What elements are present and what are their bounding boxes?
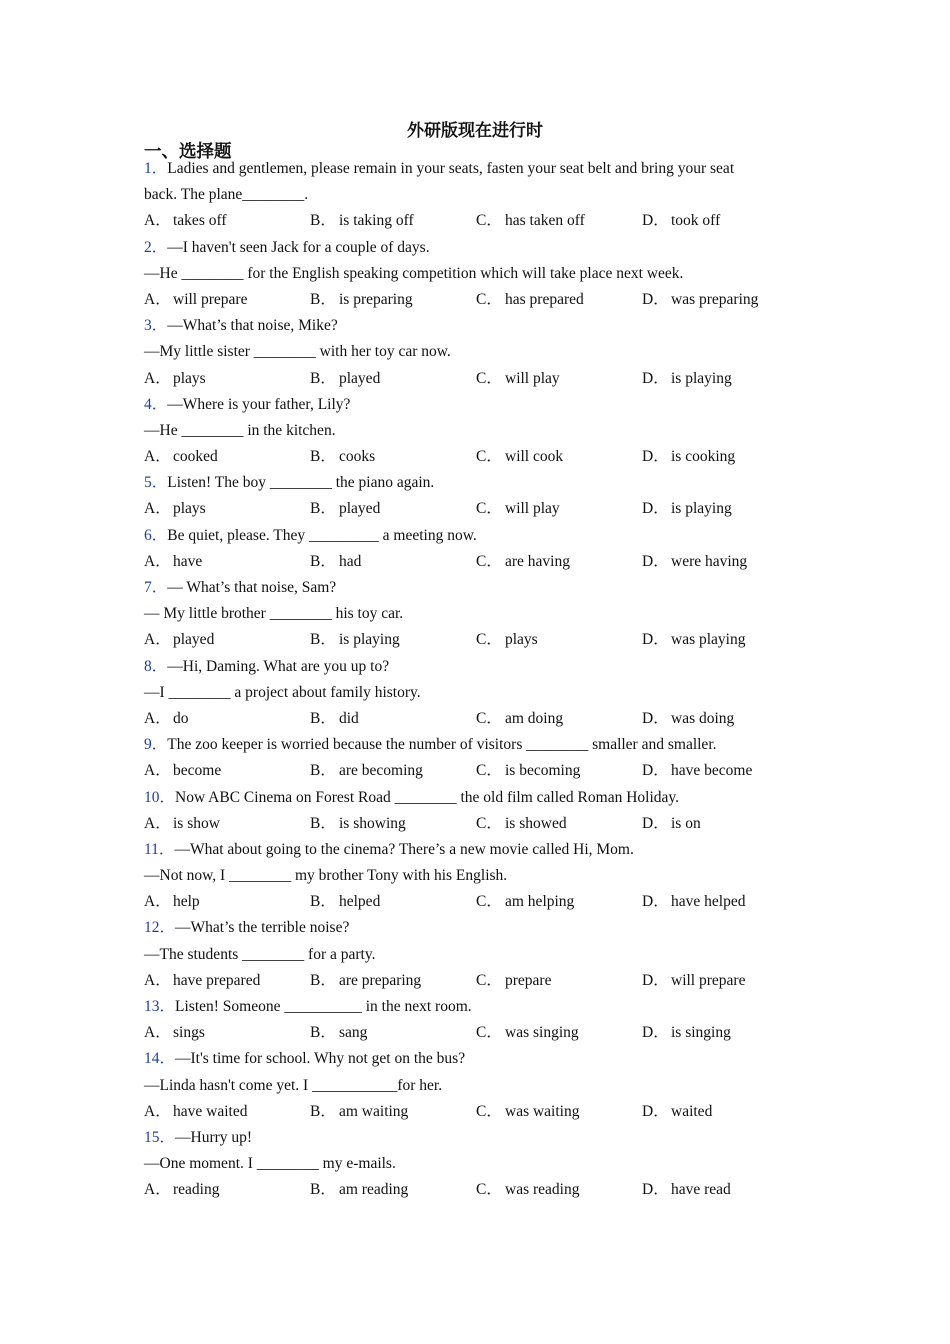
question-stem-line bbox=[144, 915, 794, 941]
question-stem-text: Now ABC Cinema on Forest Road ________ the old film called Roman Holiday. bbox=[175, 788, 680, 806]
question-number: 4． bbox=[144, 395, 168, 413]
option-letter: D． bbox=[642, 290, 669, 308]
option-letter: A． bbox=[144, 762, 171, 780]
question-stem-text: The zoo keeper is worried because the number of visitors ________ smaller and smaller. bbox=[167, 736, 717, 754]
question-stem-text: —Hurry up! bbox=[175, 1128, 253, 1146]
option-letter: B． bbox=[310, 552, 336, 570]
option bbox=[144, 968, 310, 994]
option bbox=[144, 496, 310, 522]
option-text: am waiting bbox=[339, 1102, 409, 1120]
question bbox=[144, 994, 794, 1046]
question-stem-line bbox=[144, 863, 794, 889]
option-text: prepare bbox=[505, 971, 552, 989]
option-text: did bbox=[339, 709, 359, 727]
option bbox=[476, 549, 642, 575]
option-text: are becoming bbox=[339, 762, 423, 780]
option bbox=[476, 287, 642, 313]
option bbox=[642, 208, 808, 234]
option-text: will play bbox=[505, 500, 560, 518]
option-letter: B． bbox=[310, 369, 336, 387]
option bbox=[310, 287, 476, 313]
option-text: sings bbox=[173, 1024, 205, 1042]
question-number: 12． bbox=[144, 919, 176, 937]
question-stem-line bbox=[144, 1151, 794, 1177]
option bbox=[310, 968, 476, 994]
option-letter: C． bbox=[476, 1024, 502, 1042]
question-stem-line bbox=[144, 523, 794, 549]
option-text: is preparing bbox=[339, 290, 413, 308]
question-stem-text: —What’s the terrible noise? bbox=[175, 919, 350, 937]
question-number: 14． bbox=[144, 1050, 176, 1068]
option-text: were having bbox=[671, 552, 748, 570]
question-stem-line bbox=[144, 235, 794, 261]
option-text: plays bbox=[173, 369, 206, 387]
question bbox=[144, 915, 794, 994]
option-text: will play bbox=[505, 369, 560, 387]
option-letter: B． bbox=[310, 1102, 336, 1120]
option-letter: B． bbox=[310, 1181, 336, 1199]
question bbox=[144, 785, 794, 837]
question-stem-line bbox=[144, 942, 794, 968]
option bbox=[310, 549, 476, 575]
option-letter: D． bbox=[642, 1024, 669, 1042]
option bbox=[144, 287, 310, 313]
option-row bbox=[144, 496, 794, 522]
question-stem-text: —My little sister ________ with her toy car now. bbox=[144, 343, 451, 361]
question-stem-line bbox=[144, 156, 794, 182]
option-row bbox=[144, 1020, 794, 1046]
question-stem-text: —What’s that noise, Mike? bbox=[167, 317, 338, 335]
option-letter: B． bbox=[310, 500, 336, 518]
option-row bbox=[144, 627, 794, 653]
option-text: is showing bbox=[339, 814, 406, 832]
option bbox=[476, 366, 642, 392]
question-number: 8． bbox=[144, 657, 168, 675]
option-row bbox=[144, 208, 794, 234]
option-text: played bbox=[339, 500, 381, 518]
option-letter: B． bbox=[310, 971, 336, 989]
question bbox=[144, 523, 794, 575]
option-text: cooks bbox=[339, 448, 376, 466]
option-letter: D． bbox=[642, 552, 669, 570]
option bbox=[144, 627, 310, 653]
option-text: is showed bbox=[505, 814, 567, 832]
option-letter: C． bbox=[476, 1102, 502, 1120]
option-letter: C． bbox=[476, 212, 502, 230]
question-number: 13． bbox=[144, 998, 176, 1015]
option-letter: A． bbox=[144, 500, 171, 518]
option bbox=[642, 444, 808, 470]
question-stem-text: —Not now, I ________ my brother Tony with his English. bbox=[144, 867, 508, 885]
option-row bbox=[144, 366, 794, 392]
question bbox=[144, 837, 794, 916]
option-text: am reading bbox=[339, 1181, 409, 1199]
option-text: has prepared bbox=[505, 290, 584, 308]
question-stem-text: Listen! The boy ________ the piano again. bbox=[167, 474, 435, 492]
option-letter: B． bbox=[310, 893, 336, 911]
option-letter: C． bbox=[476, 971, 502, 989]
option-row bbox=[144, 444, 794, 470]
question-stem-line bbox=[144, 575, 794, 601]
option bbox=[476, 444, 642, 470]
option-row bbox=[144, 1099, 794, 1125]
question-stem-text: —Linda hasn't come yet. I ___________for her. bbox=[144, 1076, 443, 1094]
question-stem-line bbox=[144, 313, 794, 339]
option bbox=[642, 287, 808, 313]
option-letter: D． bbox=[642, 893, 669, 911]
option-letter: A． bbox=[144, 1024, 171, 1042]
option bbox=[476, 758, 642, 784]
question-number: 11． bbox=[144, 840, 175, 858]
option bbox=[642, 1099, 808, 1125]
question-stem-text: —He ________ in the kitchen. bbox=[144, 421, 336, 439]
question-stem-text: back. The plane________. bbox=[144, 186, 309, 204]
option bbox=[310, 1099, 476, 1125]
option-letter: A． bbox=[144, 814, 171, 832]
question-stem-line bbox=[144, 994, 794, 1020]
option bbox=[642, 627, 808, 653]
option bbox=[310, 366, 476, 392]
option-letter: A． bbox=[144, 290, 171, 308]
question-stem-line bbox=[144, 392, 794, 418]
option-letter: A． bbox=[144, 1181, 171, 1199]
question-stem-text: —What about going to the cinema? There’s a new movie called Hi, Mom. bbox=[174, 840, 634, 858]
option-text: was reading bbox=[505, 1181, 580, 1199]
option bbox=[144, 1177, 310, 1203]
option-text: will cook bbox=[505, 448, 564, 466]
option-text: sang bbox=[339, 1024, 368, 1042]
question-number: 7． bbox=[144, 579, 168, 596]
option bbox=[144, 811, 310, 837]
option-letter: D． bbox=[642, 212, 669, 230]
option-letter: D． bbox=[642, 814, 669, 832]
option-text: have become bbox=[671, 762, 753, 780]
option-text: plays bbox=[173, 500, 206, 518]
option-text: helped bbox=[339, 893, 381, 911]
option bbox=[642, 968, 808, 994]
question-number: 6． bbox=[144, 526, 168, 544]
option-letter: A． bbox=[144, 369, 171, 387]
question-stem-line bbox=[144, 654, 794, 680]
option bbox=[476, 889, 642, 915]
option bbox=[310, 706, 476, 732]
question-stem-text: —Hi, Daming. What are you up to? bbox=[167, 657, 390, 675]
option bbox=[310, 444, 476, 470]
option bbox=[310, 1177, 476, 1203]
option-text: have helped bbox=[671, 893, 746, 911]
option bbox=[476, 496, 642, 522]
question-stem-text: —Where is your father, Lily? bbox=[167, 395, 351, 413]
option-letter: C． bbox=[476, 709, 502, 727]
question-number: 5． bbox=[144, 474, 168, 492]
option-letter: D． bbox=[642, 762, 669, 780]
question bbox=[144, 732, 794, 784]
question-stem-line bbox=[144, 1125, 794, 1151]
question-number: 2． bbox=[144, 238, 168, 256]
option-row bbox=[144, 287, 794, 313]
option-text: is playing bbox=[339, 631, 400, 649]
question bbox=[144, 470, 794, 522]
option-letter: C． bbox=[476, 448, 502, 466]
option bbox=[310, 889, 476, 915]
question-stem-line bbox=[144, 732, 794, 758]
question bbox=[144, 575, 794, 654]
question-stem-line bbox=[144, 680, 794, 706]
question-stem-line bbox=[144, 1046, 794, 1072]
option-letter: B． bbox=[310, 631, 336, 649]
option bbox=[642, 366, 808, 392]
option bbox=[310, 208, 476, 234]
question-stem-text: — My little brother ________ his toy car. bbox=[144, 605, 404, 623]
option-text: played bbox=[339, 369, 381, 387]
question-stem-text: Listen! Someone __________ in the next room. bbox=[175, 998, 472, 1015]
option-letter: C． bbox=[476, 552, 502, 570]
option-text: was preparing bbox=[671, 290, 759, 308]
option-text: are preparing bbox=[339, 971, 422, 989]
option-text: is show bbox=[173, 814, 220, 832]
option-letter: A． bbox=[144, 971, 171, 989]
option-row bbox=[144, 811, 794, 837]
option-text: have waited bbox=[173, 1102, 248, 1120]
option-row bbox=[144, 758, 794, 784]
option-letter: C． bbox=[476, 893, 502, 911]
question-number: 1． bbox=[144, 160, 168, 177]
option-letter: D． bbox=[642, 1181, 669, 1199]
option bbox=[476, 706, 642, 732]
option-row bbox=[144, 889, 794, 915]
option-letter: A． bbox=[144, 212, 171, 230]
question bbox=[144, 313, 794, 392]
option-text: is playing bbox=[671, 369, 732, 387]
option bbox=[642, 758, 808, 784]
option-text: have bbox=[173, 552, 203, 570]
option-letter: A． bbox=[144, 1102, 171, 1120]
option bbox=[476, 627, 642, 653]
option-letter: D． bbox=[642, 709, 669, 727]
option-letter: D． bbox=[642, 369, 669, 387]
question-stem-text: — What’s that noise, Sam? bbox=[167, 579, 337, 596]
option bbox=[144, 706, 310, 732]
question-stem-line bbox=[144, 182, 794, 208]
option-letter: C． bbox=[476, 369, 502, 387]
question-list bbox=[144, 156, 794, 1204]
option bbox=[476, 811, 642, 837]
option-text: was playing bbox=[671, 631, 746, 649]
option bbox=[310, 627, 476, 653]
option-text: is taking off bbox=[339, 212, 414, 230]
question bbox=[144, 1046, 794, 1125]
option-text: was doing bbox=[671, 709, 735, 727]
question-stem-line bbox=[144, 470, 794, 496]
option-letter: A． bbox=[144, 448, 171, 466]
option bbox=[642, 706, 808, 732]
option-letter: B． bbox=[310, 1024, 336, 1042]
question-stem-text: Be quiet, please. They _________ a meeting now. bbox=[167, 526, 477, 544]
question-stem-text: —He ________ for the English speaking competition which will take place next week. bbox=[144, 264, 684, 282]
option-text: reading bbox=[173, 1181, 220, 1199]
question-stem-line bbox=[144, 785, 794, 811]
question bbox=[144, 1125, 794, 1204]
option-letter: D． bbox=[642, 500, 669, 518]
option bbox=[310, 1020, 476, 1046]
option-text: is on bbox=[671, 814, 701, 832]
question bbox=[144, 235, 794, 314]
option-text: is playing bbox=[671, 500, 732, 518]
option bbox=[310, 811, 476, 837]
option bbox=[642, 496, 808, 522]
option bbox=[144, 889, 310, 915]
question-stem-text: —I haven't seen Jack for a couple of days. bbox=[167, 238, 430, 256]
option bbox=[144, 366, 310, 392]
question-stem-line bbox=[144, 601, 794, 627]
option-row bbox=[144, 968, 794, 994]
option-letter: A． bbox=[144, 893, 171, 911]
option-text: took off bbox=[671, 212, 721, 230]
question bbox=[144, 392, 794, 471]
option bbox=[476, 1099, 642, 1125]
option-letter: D． bbox=[642, 448, 669, 466]
question bbox=[144, 156, 794, 235]
question-stem-text: —It's time for school. Why not get on the bus? bbox=[175, 1050, 466, 1068]
option-text: is singing bbox=[671, 1024, 731, 1042]
option bbox=[144, 549, 310, 575]
question-number: 10． bbox=[144, 788, 176, 806]
option-letter: B． bbox=[310, 290, 336, 308]
option-text: have read bbox=[671, 1181, 731, 1199]
option bbox=[144, 444, 310, 470]
option-letter: B． bbox=[310, 709, 336, 727]
option bbox=[144, 208, 310, 234]
option-text: plays bbox=[505, 631, 538, 649]
option-letter: B． bbox=[310, 448, 336, 466]
document-title: 外研版现在进行时 bbox=[407, 121, 543, 141]
option-text: cooked bbox=[173, 448, 218, 466]
option-letter: D． bbox=[642, 971, 669, 989]
option bbox=[476, 1020, 642, 1046]
option-text: played bbox=[173, 631, 215, 649]
option-text: will prepare bbox=[173, 290, 248, 308]
option bbox=[476, 968, 642, 994]
option-letter: B． bbox=[310, 212, 336, 230]
option-letter: C． bbox=[476, 500, 502, 518]
option-text: become bbox=[173, 762, 222, 780]
question bbox=[144, 654, 794, 733]
question-stem-line bbox=[144, 339, 794, 365]
option-text: was waiting bbox=[505, 1102, 580, 1120]
option-text: am helping bbox=[505, 893, 575, 911]
question-stem-line bbox=[144, 418, 794, 444]
option-text: waited bbox=[671, 1102, 713, 1120]
option-letter: B． bbox=[310, 814, 336, 832]
option-row bbox=[144, 1177, 794, 1203]
question-number: 15． bbox=[144, 1128, 176, 1146]
option-letter: C． bbox=[476, 762, 502, 780]
question-stem-line bbox=[144, 837, 794, 863]
option-text: will prepare bbox=[671, 971, 746, 989]
option-text: help bbox=[173, 893, 200, 911]
option bbox=[642, 1177, 808, 1203]
option-letter: C． bbox=[476, 631, 502, 649]
option bbox=[310, 758, 476, 784]
option bbox=[642, 889, 808, 915]
option-text: do bbox=[173, 709, 189, 727]
option-text: am doing bbox=[505, 709, 564, 727]
option-text: have prepared bbox=[173, 971, 261, 989]
question-number: 3． bbox=[144, 317, 168, 335]
option-letter: B． bbox=[310, 762, 336, 780]
option bbox=[144, 1099, 310, 1125]
option-letter: A． bbox=[144, 709, 171, 727]
option-letter: A． bbox=[144, 552, 171, 570]
option-letter: D． bbox=[642, 1102, 669, 1120]
option bbox=[144, 758, 310, 784]
option bbox=[310, 496, 476, 522]
option-letter: C． bbox=[476, 290, 502, 308]
option-letter: C． bbox=[476, 814, 502, 832]
option-letter: A． bbox=[144, 631, 171, 649]
option bbox=[476, 1177, 642, 1203]
question-stem-line bbox=[144, 261, 794, 287]
option bbox=[476, 208, 642, 234]
option-text: has taken off bbox=[505, 212, 585, 230]
option-text: takes off bbox=[173, 212, 227, 230]
option-letter: D． bbox=[642, 631, 669, 649]
option-text: was singing bbox=[505, 1024, 579, 1042]
question-stem-text: Ladies and gentlemen, please remain in your seats, fasten your seat belt and bring your seat bbox=[167, 160, 735, 177]
question-number: 9． bbox=[144, 736, 168, 754]
option-letter: C． bbox=[476, 1181, 502, 1199]
option-text: is cooking bbox=[671, 448, 736, 466]
option bbox=[144, 1020, 310, 1046]
option bbox=[642, 811, 808, 837]
option-text: had bbox=[339, 552, 362, 570]
option-text: are having bbox=[505, 552, 570, 570]
section-title: 一、选择题 bbox=[144, 142, 232, 162]
question-stem-line bbox=[144, 1073, 794, 1099]
option bbox=[642, 1020, 808, 1046]
option-text: is becoming bbox=[505, 762, 581, 780]
option-row bbox=[144, 706, 794, 732]
option bbox=[642, 549, 808, 575]
question-stem-text: —I ________ a project about family history. bbox=[144, 683, 421, 701]
question-stem-text: —One moment. I ________ my e-mails. bbox=[144, 1155, 396, 1173]
question-stem-text: —The students ________ for a party. bbox=[144, 945, 376, 963]
option-row bbox=[144, 549, 794, 575]
